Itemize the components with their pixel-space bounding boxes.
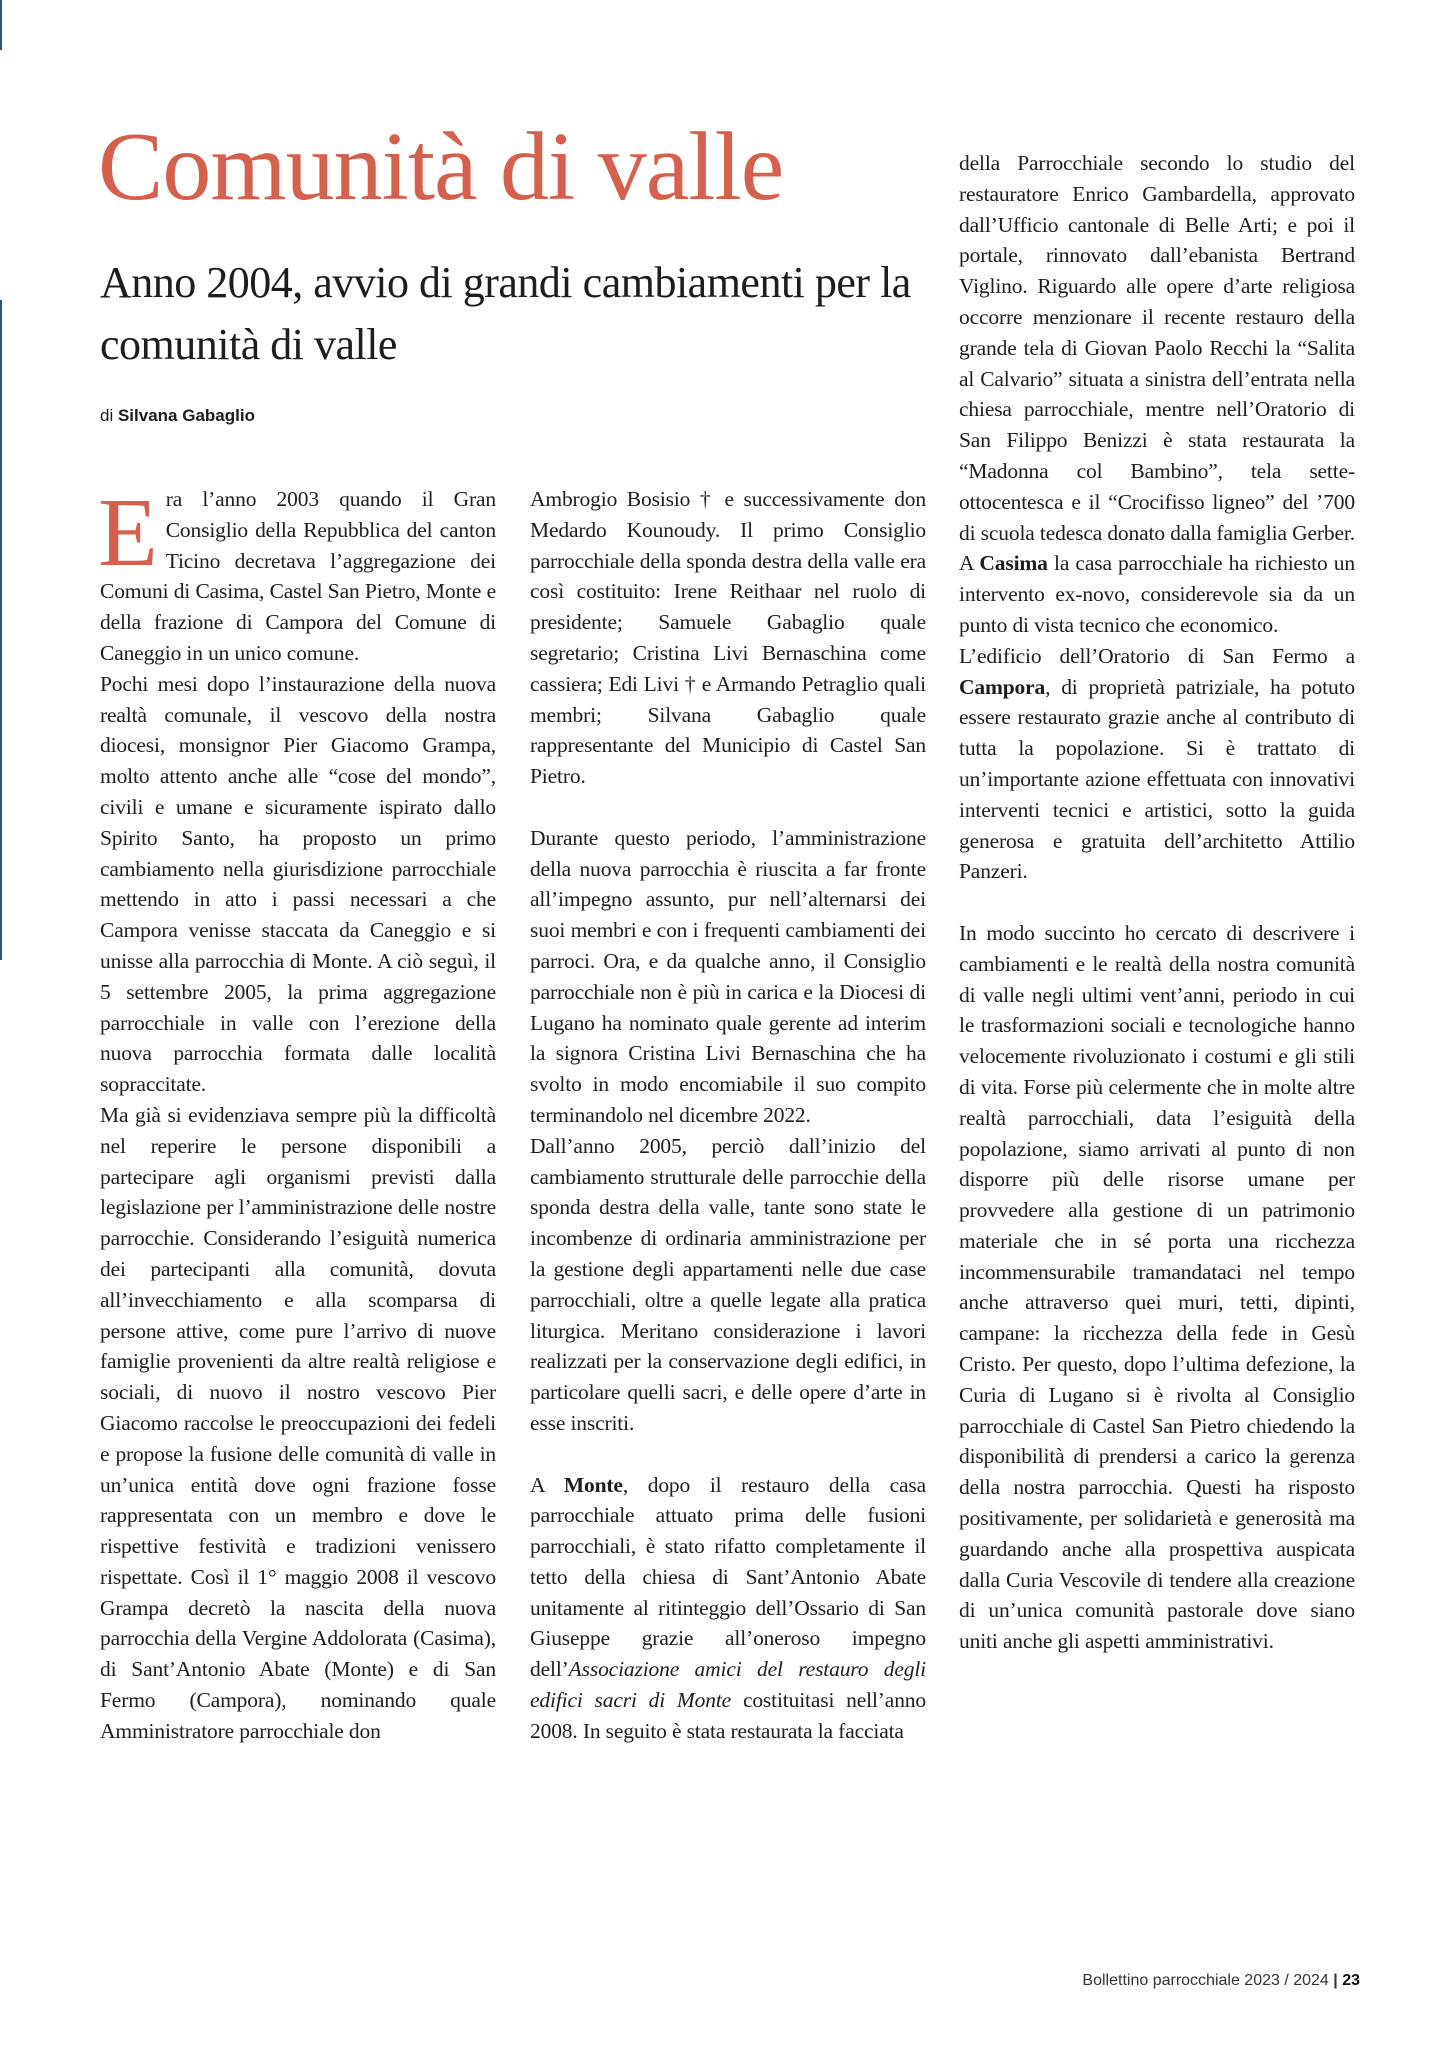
publication-name: Bollettino parrocchiale 2023 / 2024 [1082, 1972, 1329, 1989]
footer-separator: | [1333, 1972, 1338, 1989]
text: A [959, 551, 980, 576]
paragraph [959, 548, 1355, 640]
paragraph-text: ra l’anno 2003 quando il Gran Consiglio della Repubblica del canton Ticino decretava l’aggregazione dei Comuni di Casima, Castel San Pietro, Monte e della frazione di Campora del Comune di Caneggio in un unico comune. [100, 487, 496, 665]
page-footer [1082, 1972, 1360, 1990]
text-column-2 [530, 484, 926, 1747]
author-name: Silvana Gabaglio [117, 406, 255, 425]
drop-cap: E [98, 479, 158, 587]
text: costituitasi nell’anno 2008. In seguito è stata restaurata la facciata [530, 1688, 926, 1743]
paragraph: Durante questo periodo, l’amministrazione della nuova parrocchia è riuscita a far fronte all’impegno assunto, pur nell’alternarsi dei suoi membri e con i frequenti cambiamenti dei parroci. Ora, e da qualche anno, il Consiglio parrocchiale non è più in carica e la Diocesi di Lugano ha nominato quale gerente ad interim la signora Cristina Livi Bernaschina che ha svolto in modo encomiabile il suo compito terminandolo nel dicembre 2022. [530, 825, 926, 1127]
page-edge-mark [0, 0, 2, 50]
paragraph [530, 1470, 926, 1747]
article-title: Comunità di valle [98, 113, 784, 221]
paragraph: In modo succinto ho cercato di descrivere i cambiamenti e le realtà della nostra comunità di valle negli ultimi vent’anni, periodo in cui le trasformazioni sociali e tecnologiche hanno velocemente rivoluzionato i costumi e gli stili di vita. Forse più celermente che in molte altre realtà parrocchiali, data l’esiguità della popolazione, siamo arrivati al punto di non disporre più delle risorse umane per provvedere alla gestione di un patrimonio materiale che in sé porta una ricchezza incommensurabile tramandataci nel tempo anche attraverso quei muri, tetti, dipinti, campane: la ricchezza della fede in Gesù Cristo. Per questo, dopo l’ultima defezione, la Curia di Lugano si è rivolta al Consiglio parrocchiale di Castel San Pietro chiedendo la disponibilità di prendersi a carico la gerenza della nostra parrocchia. Questi ha risposto positivamente, per solidarietà e generosità ma guardando anche alla prospettiva auspicata dalla Curia Vescovile di tendere alla creazione di un’unica comunità pastorale dove siano uniti anche gli aspetti amministrativi. [959, 920, 1355, 1654]
text: , di proprietà patriziale, ha potuto essere restaurato grazie anche al contributo di tutta la popolazione. Si è trattato di un’importante azione effettuata con innovativi interventi tecnici e artistici, sotto la guida generosa e gratuita dell’architetto Attilio Panzeri. [959, 674, 1355, 884]
text-column-3 [959, 148, 1355, 1657]
paragraph [959, 641, 1355, 887]
place-name: Monte [563, 1472, 623, 1497]
article-subtitle: Anno 2004, avvio di grandi cambiamenti per la comunità di valle [100, 258, 911, 369]
page-number: 23 [1342, 1972, 1360, 1989]
paragraph: della Parrocchiale secondo lo studio del restauratore Enrico Gambardella, approvato dall’Ufficio cantonale di Belle Arti; e poi il portale, rinnovato dall’ebanista Bertrand Viglino. Riguardo alle opere d’arte religiosa occorre menzionare il recente restauro della grande tela di Giovan Paolo Recchi la “Salita al Calvario” situata a sinistra dell’entrata nella chiesa parrocchiale, mentre nell’Oratorio di San Filippo Benizzi è stata restaurata la “Madonna col Bambino”, tela sette-ottocentesca e il “Crocifisso ligneo” del ’700 di scuola tedesca donato dalla famiglia Gerber. [959, 151, 1355, 545]
text: la casa parrocchiale ha richiesto un intervento ex-novo, considerevole sia da un punto di vista tecnico che economico. [959, 551, 1355, 637]
place-name: Campora [959, 674, 1046, 699]
paragraph: Dall’anno 2005, perciò dall’inizio del cambiamento strutturale delle parrocchie della sponda destra della valle, tante sono state le incombenze di ordinaria amministrazione per la gestione degli appartamenti nelle due case parrocchiali, oltre a quelle legate alla pratica liturgica. Meritano considerazione i lavori realizzati per la conservazione degli edifici, in particolare quelli sacri, e delle opere d’arte in esse inscriti. [530, 1133, 926, 1435]
paragraph: Ma già si evidenziava sempre più la difficoltà nel reperire le persone disponibili a partecipare agli organismi previsti dalla legislazione per l’amministrazione delle nostre parrocchie. Considerando l’esiguità numerica dei partecipanti alla comunità, dovuta all’invecchiamento e alla scomparsa di persone attive, come pure l’arrivo di nuove famiglie provenienti da altre realtà religiose e sociali, di nuovo il nostro vescovo Pier Giacomo raccolse le preoccupazioni dei fedeli e propose la fusione delle comunità di valle in un’unica entità dove ogni frazione fosse rappresentata con un membro e dove le rispettive festività e tradizioni venissero rispettate. Così il 1° maggio 2008 il vescovo Grampa decretò la nascita della nuova parrocchia della Vergine Addolorata (Casima), di Sant’Antonio Abate (Monte) e di San Fermo (Campora), nominando quale Amministratore parrocchiale don [100, 1102, 496, 1743]
page-edge-mark [0, 300, 2, 960]
text: , dopo il restauro della casa parrocchiale attuato prima delle fusioni parrocchiali, è stato rifatto completamente il tetto della chiesa di Sant’Antonio Abate unitamente al ritinteggio dell’Ossario di San Giuseppe grazie all’oneroso impegno dell’ [530, 1472, 926, 1682]
paragraph: Pochi mesi dopo l’instaurazione della nuova realtà comunale, il vescovo della nostra diocesi, monsignor Pier Giacomo Grampa, molto attento anche alle “cose del mondo”, civili e umane e sicuramente ispirato dallo Spirito Santo, ha proposto un primo cambiamento nella giurisdizione parrocchiale mettendo in atto i passi necessari a che Campora venisse staccata da Caneggio e si unisse alla parrocchia di Monte. A ciò seguì, il 5 settembre 2005, la prima aggregazione parrocchiale in valle con l’erezione della nuova parrocchia formata dalle località sopraccitate. [100, 671, 496, 1097]
byline-prefix: di [100, 406, 114, 425]
text: L’edificio dell’Oratorio di San Fermo a [959, 643, 1355, 668]
place-name: Casima [979, 551, 1048, 576]
text: A [530, 1472, 564, 1497]
byline [100, 406, 255, 426]
association-name: Associazione amici del restauro degli edifici sacri di Monte [530, 1657, 926, 1713]
paragraph [98, 479, 496, 669]
paragraph: Ambrogio Bosisio † e successivamente don Medardo Kounoudy. Il primo Consiglio parrocchiale della sponda destra della valle era così costituito: Irene Reithaar nel ruolo di presidente; Samuele Gabaglio quale segretario; Cristina Livi Bernaschina come cassiera; Edi Livi † e Armando Petraglio quali membri; Silvana Gabaglio quale rappresentante del Municipio di Castel San Pietro. [530, 487, 926, 789]
text-column-1 [98, 479, 496, 1747]
